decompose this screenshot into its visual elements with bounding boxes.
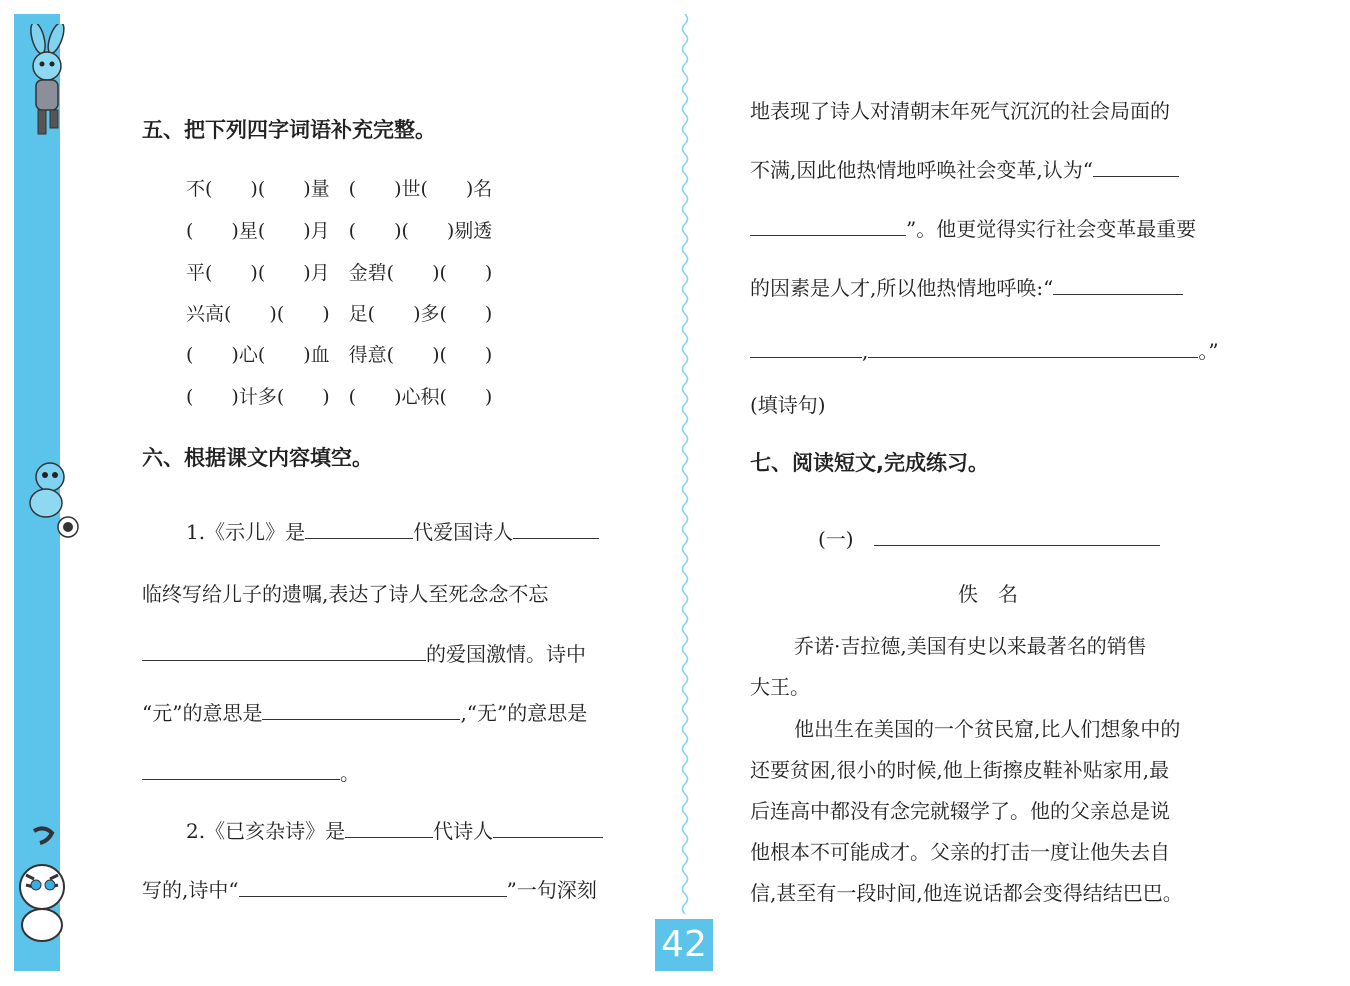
continuation-line-1: 地表现了诗人对清朝末年死气沉沉的社会局面的 — [750, 99, 1170, 123]
q2-line-1 — [186, 815, 603, 844]
continuation-line-3 — [750, 213, 1196, 242]
title-answer-blank[interactable] — [874, 525, 1160, 546]
rabbit-mascot-icon — [14, 24, 80, 140]
q1-line-1 — [186, 516, 599, 545]
cont-text-b: ”。他更觉得实行社会变革最重要 — [906, 217, 1197, 241]
answer-blank[interactable] — [868, 337, 1198, 358]
part-label: (一) — [818, 527, 854, 551]
idiom-row: 不( )( )量 ( )世( )名 — [186, 178, 493, 200]
idiom-row: 兴高( )( ) 足( )多( ) — [186, 303, 493, 325]
q1-text-d: “元”的意思是 — [142, 701, 263, 725]
tiger-mascot-icon — [14, 825, 72, 945]
section-7-title: 七、阅读短文,完成练习。 — [750, 451, 989, 475]
page-divider — [679, 14, 691, 914]
reading-part-heading — [818, 523, 1160, 552]
story-paragraph-line: 还要贫困,很小的时候,他上街擦皮鞋补贴家用,最 — [750, 758, 1170, 782]
continuation-line-4 — [750, 272, 1183, 301]
answer-blank[interactable] — [305, 518, 413, 539]
story-paragraph-line: 他出生在美国的一个贫民窟,比人们想象中的 — [794, 717, 1181, 741]
answer-blank[interactable] — [750, 215, 906, 236]
answer-blank[interactable] — [142, 640, 426, 661]
q1-text-f: 。 — [340, 761, 360, 785]
q1-text-a: 1.《示儿》是 — [186, 520, 306, 544]
q2-text-b: 代诗人 — [433, 819, 494, 843]
answer-blank[interactable] — [345, 817, 433, 838]
story-paragraph-line: 大王。 — [750, 675, 810, 699]
fill-poem-note: (填诗句) — [750, 393, 826, 417]
answer-blank[interactable] — [750, 337, 862, 358]
answer-blank[interactable] — [1093, 156, 1179, 177]
q1-line-3 — [142, 638, 586, 667]
q1-line-5 — [142, 757, 360, 786]
continuation-line-5 — [750, 335, 1219, 364]
idiom-row: ( )星( )月 ( )( )剔透 — [186, 220, 493, 242]
answer-blank[interactable] — [262, 699, 460, 720]
section-6-title: 六、根据课文内容填空。 — [142, 446, 373, 470]
q1-text-e: ,“无”的意思是 — [460, 701, 588, 725]
answer-blank[interactable] — [493, 817, 603, 838]
idiom-row: 平( )( )月 金碧( )( ) — [186, 262, 493, 284]
cont-end: 。” — [1198, 339, 1219, 363]
q1-line-2: 临终写给儿子的遗嘱,表达了诗人至死念念不忘 — [142, 582, 549, 606]
answer-blank[interactable] — [239, 876, 507, 897]
q2-line-2 — [142, 874, 597, 903]
page-number: 42 — [655, 919, 713, 971]
q2-text-a: 2.《已亥杂诗》是 — [186, 819, 346, 843]
story-paragraph-line: 他根本不可能成才。父亲的打击一度让他失去自 — [750, 840, 1170, 864]
idiom-row: ( )计多( ) ( )心积( ) — [186, 386, 493, 408]
story-paragraph-line: 后连高中都没有念完就辍学了。他的父亲总是说 — [750, 799, 1170, 823]
answer-blank[interactable] — [513, 518, 599, 539]
answer-blank[interactable] — [142, 759, 340, 780]
story-paragraph-line: 乔诺·吉拉德,美国有史以来最著名的销售 — [794, 634, 1147, 658]
answer-blank[interactable] — [1053, 274, 1183, 295]
cont-text-a: 不满,因此他热情地呼唤社会变革,认为“ — [750, 158, 1093, 182]
raccoon-mascot-icon — [14, 455, 80, 545]
cont-comma: , — [862, 339, 869, 363]
q2-text-d: ”一句深刻 — [506, 878, 597, 902]
story-author: 佚 名 — [958, 582, 1018, 606]
q1-text-b: 代爱国诗人 — [413, 520, 514, 544]
story-paragraph-line: 信,甚至有一段时间,他连说话都会变得结结巴巴。 — [750, 881, 1183, 905]
idiom-row: ( )心( )血 得意( )( ) — [186, 344, 493, 366]
continuation-line-2 — [750, 154, 1179, 183]
cont-text-c: 的因素是人才,所以他热情地呼唤:“ — [750, 276, 1054, 300]
q2-text-c: 写的,诗中“ — [142, 878, 239, 902]
q1-text-c: 的爱国激情。诗中 — [426, 642, 586, 666]
q1-line-4 — [142, 697, 587, 726]
section-5-title: 五、把下列四字词语补充完整。 — [142, 118, 436, 142]
